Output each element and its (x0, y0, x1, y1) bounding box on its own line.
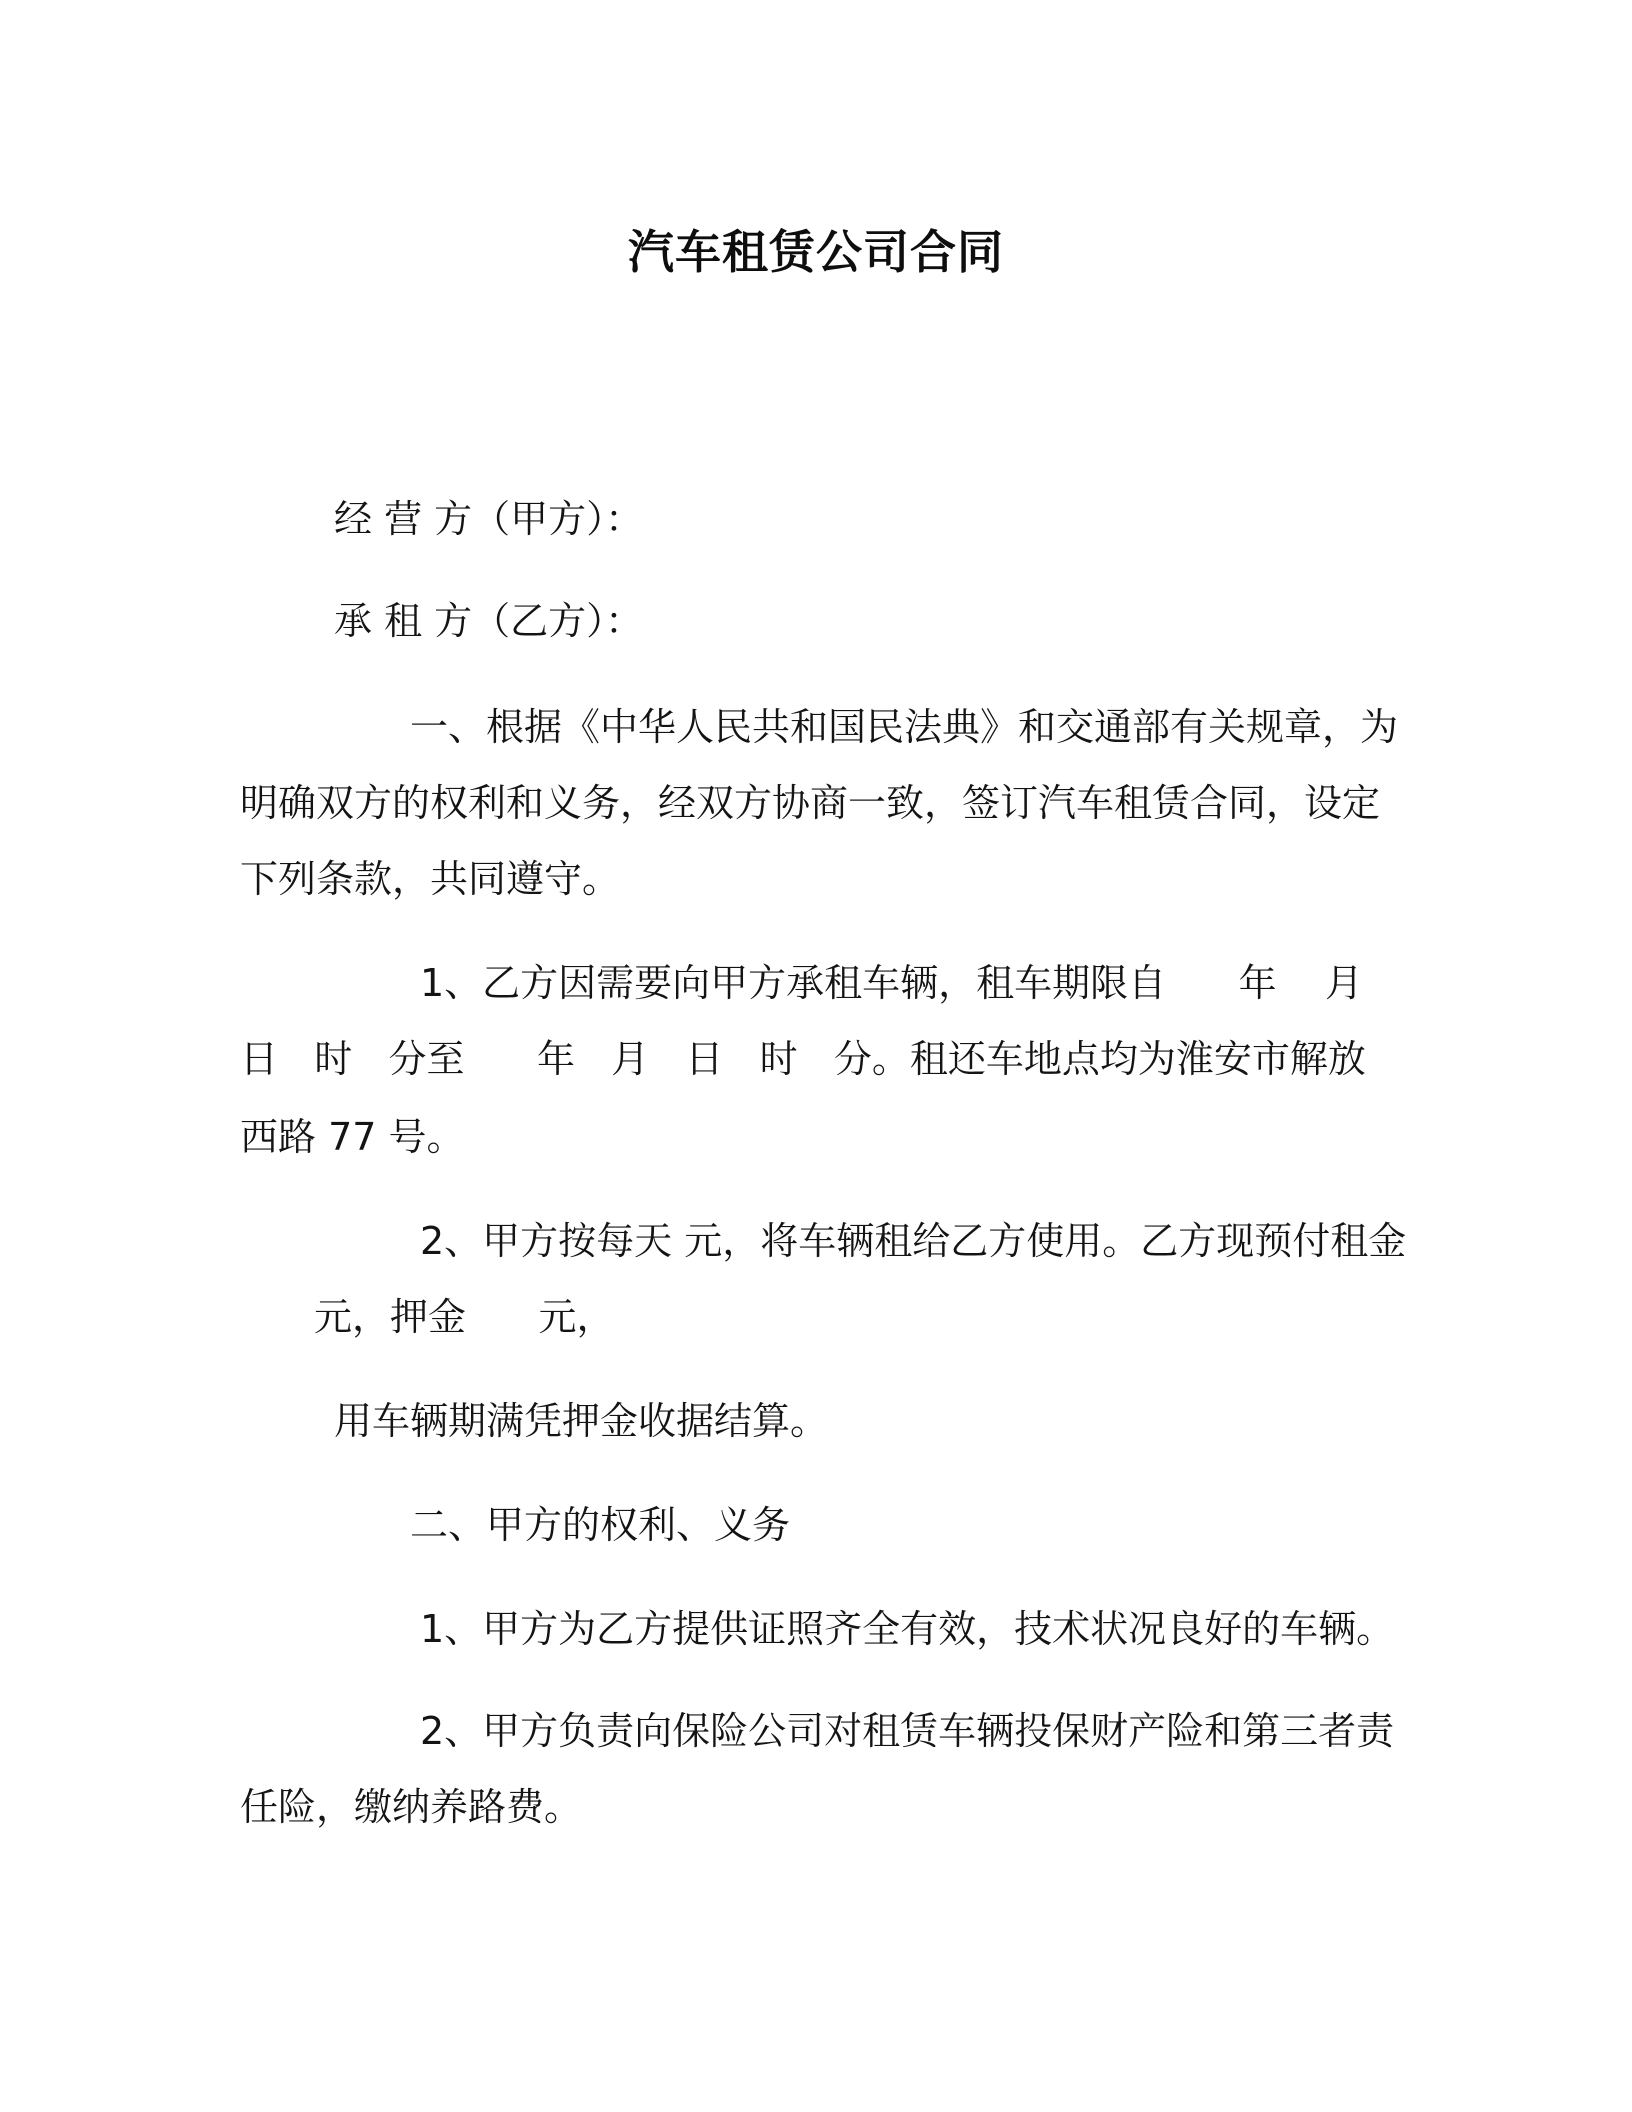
section2-heading: 二、甲方的权利、义务 (410, 1503, 791, 1547)
section1-line3: 下列条款，共同遵守。 (240, 857, 621, 901)
section1-line2: 明确双方的权利和义务，经双方协商一致，签订汽车租赁合同，设定 (240, 781, 1381, 825)
clause1-line3: 西路 77 号。 (240, 1115, 465, 1159)
section1-line1: 一、根据《中华人民共和国民法典》和交通部有关规章，为 (410, 705, 1399, 749)
section2-item2-line1: 2、甲方负责向保险公司对租赁车辆投保财产险和第三者责 (420, 1709, 1395, 1753)
clause2-line1: 2、甲方按每天 元，将车辆租给乙方使用。乙方现预付租金 (420, 1219, 1407, 1263)
clause2-line2: 元，押金 元， (314, 1295, 615, 1339)
party-lessee-label: 承 租 方（乙方）： (334, 599, 644, 643)
section2-item2-line2: 任险，缴纳养路费。 (240, 1785, 583, 1829)
section2-item1: 1、甲方为乙方提供证照齐全有效，技术状况良好的车辆。 (420, 1607, 1395, 1651)
document-title: 汽车租赁公司合同 (628, 225, 1004, 279)
clause1-line2: 日 时 分至 年 月 日 时 分。租还车地点均为淮安市解放 (240, 1037, 1366, 1081)
party-lessor-label: 经 营 方（甲方）： (334, 497, 644, 541)
clause2-line3: 用车辆期满凭押金收据结算。 (334, 1399, 829, 1443)
clause1-line1: 1、乙方因需要向甲方承租车辆，租车期限自 年 月 (420, 961, 1363, 1005)
